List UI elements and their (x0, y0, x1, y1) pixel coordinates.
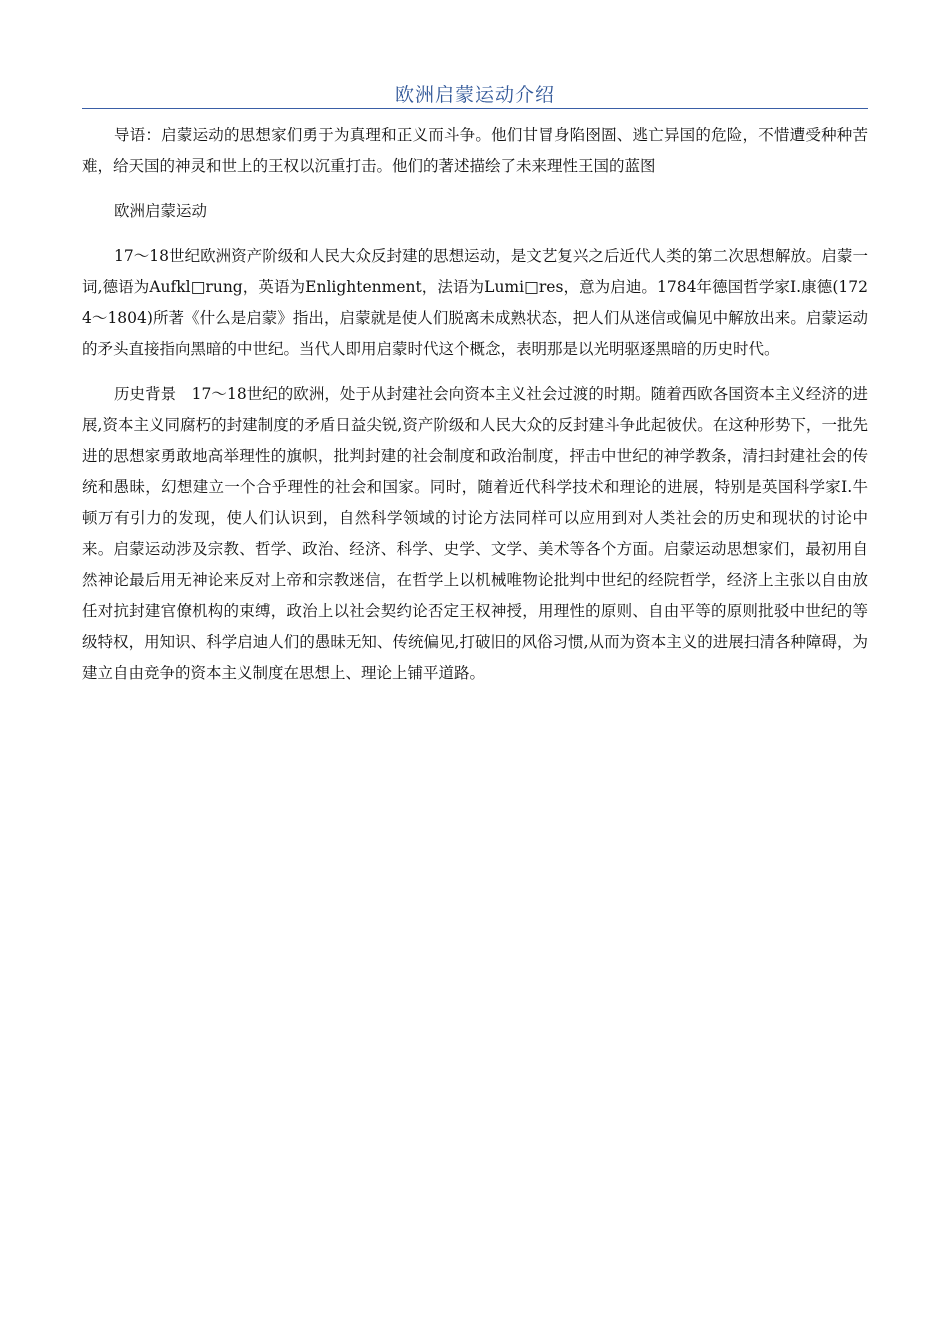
background-paragraph: 历史背景 17～18世纪的欧洲，处于从封建社会向资本主义社会过渡的时期。随着西欧各国资本主义经济的进展,资本主义同腐朽的封建制度的矛盾日益尖锐,资产阶级和人民大众的反封建斗争此起彼伏。在这种形势下，一批先进的思想家勇敢地高举理性的旗帜，批判封建的社会制度和政治制度，抨击中世纪的神学教条，清扫封建社会的传统和愚昧，幻想建立一个合乎理性的社会和国家。同时，随着近代科学技术和理论的进展，特别是英国科学家I.牛顿万有引力的发现，使人们认识到，自然科学领域的讨论方法同样可以应用到对人类社会的历史和现状的讨论中来。启蒙运动涉及宗教、哲学、政治、经济、科学、史学、文学、美术等各个方面。启蒙运动思想家们，最初用自然神论最后用无神论来反对上帝和宗教迷信，在哲学上以机械唯物论批判中世纪的经院哲学，经济上主张以自由放任对抗封建官僚机构的束缚，政治上以社会契约论否定王权神授，用理性的原则、自由平等的原则批驳中世纪的等级特权，用知识、科学启迪人们的愚昧无知、传统偏见,打破旧的风俗习惯,从而为资本主义的进展扫清各种障碍，为建立自由竞争的资本主义制度在思想上、理论上铺平道路。 (82, 385, 868, 682)
section-heading: 欧洲启蒙运动 (114, 202, 208, 220)
intro-paragraph: 导语：启蒙运动的思想家们勇于为真理和正义而斗争。他们甘冒身陷囹圄、逃亡异国的危险，不惜遭受种种苦难，给天国的神灵和世上的王权以沉重打击。他们的著述描绘了未来理性王国的蓝图 (82, 126, 868, 175)
definition-paragraph: 17～18世纪欧洲资产阶级和人民大众反封建的思想运动，是文艺复兴之后近代人类的第二次思想解放。启蒙一词,德语为Aufkl□rung，英语为Enlightenment，法语为Lumi□res，意为启迪。1784年德国哲学家I.康德(1724～1804)所著《什么是启蒙》指出，启蒙就是使人们脱离未成熟状态，把人们从迷信或偏见中解放出来。启蒙运动的矛头直接指向黑暗的中世纪。当代人即用启蒙时代这个概念，表明那是以光明驱逐黑暗的历史时代。 (82, 247, 868, 358)
title-underline (82, 108, 868, 109)
document-body (82, 120, 868, 703)
document-title: 欧洲启蒙运动介绍 (394, 84, 555, 106)
